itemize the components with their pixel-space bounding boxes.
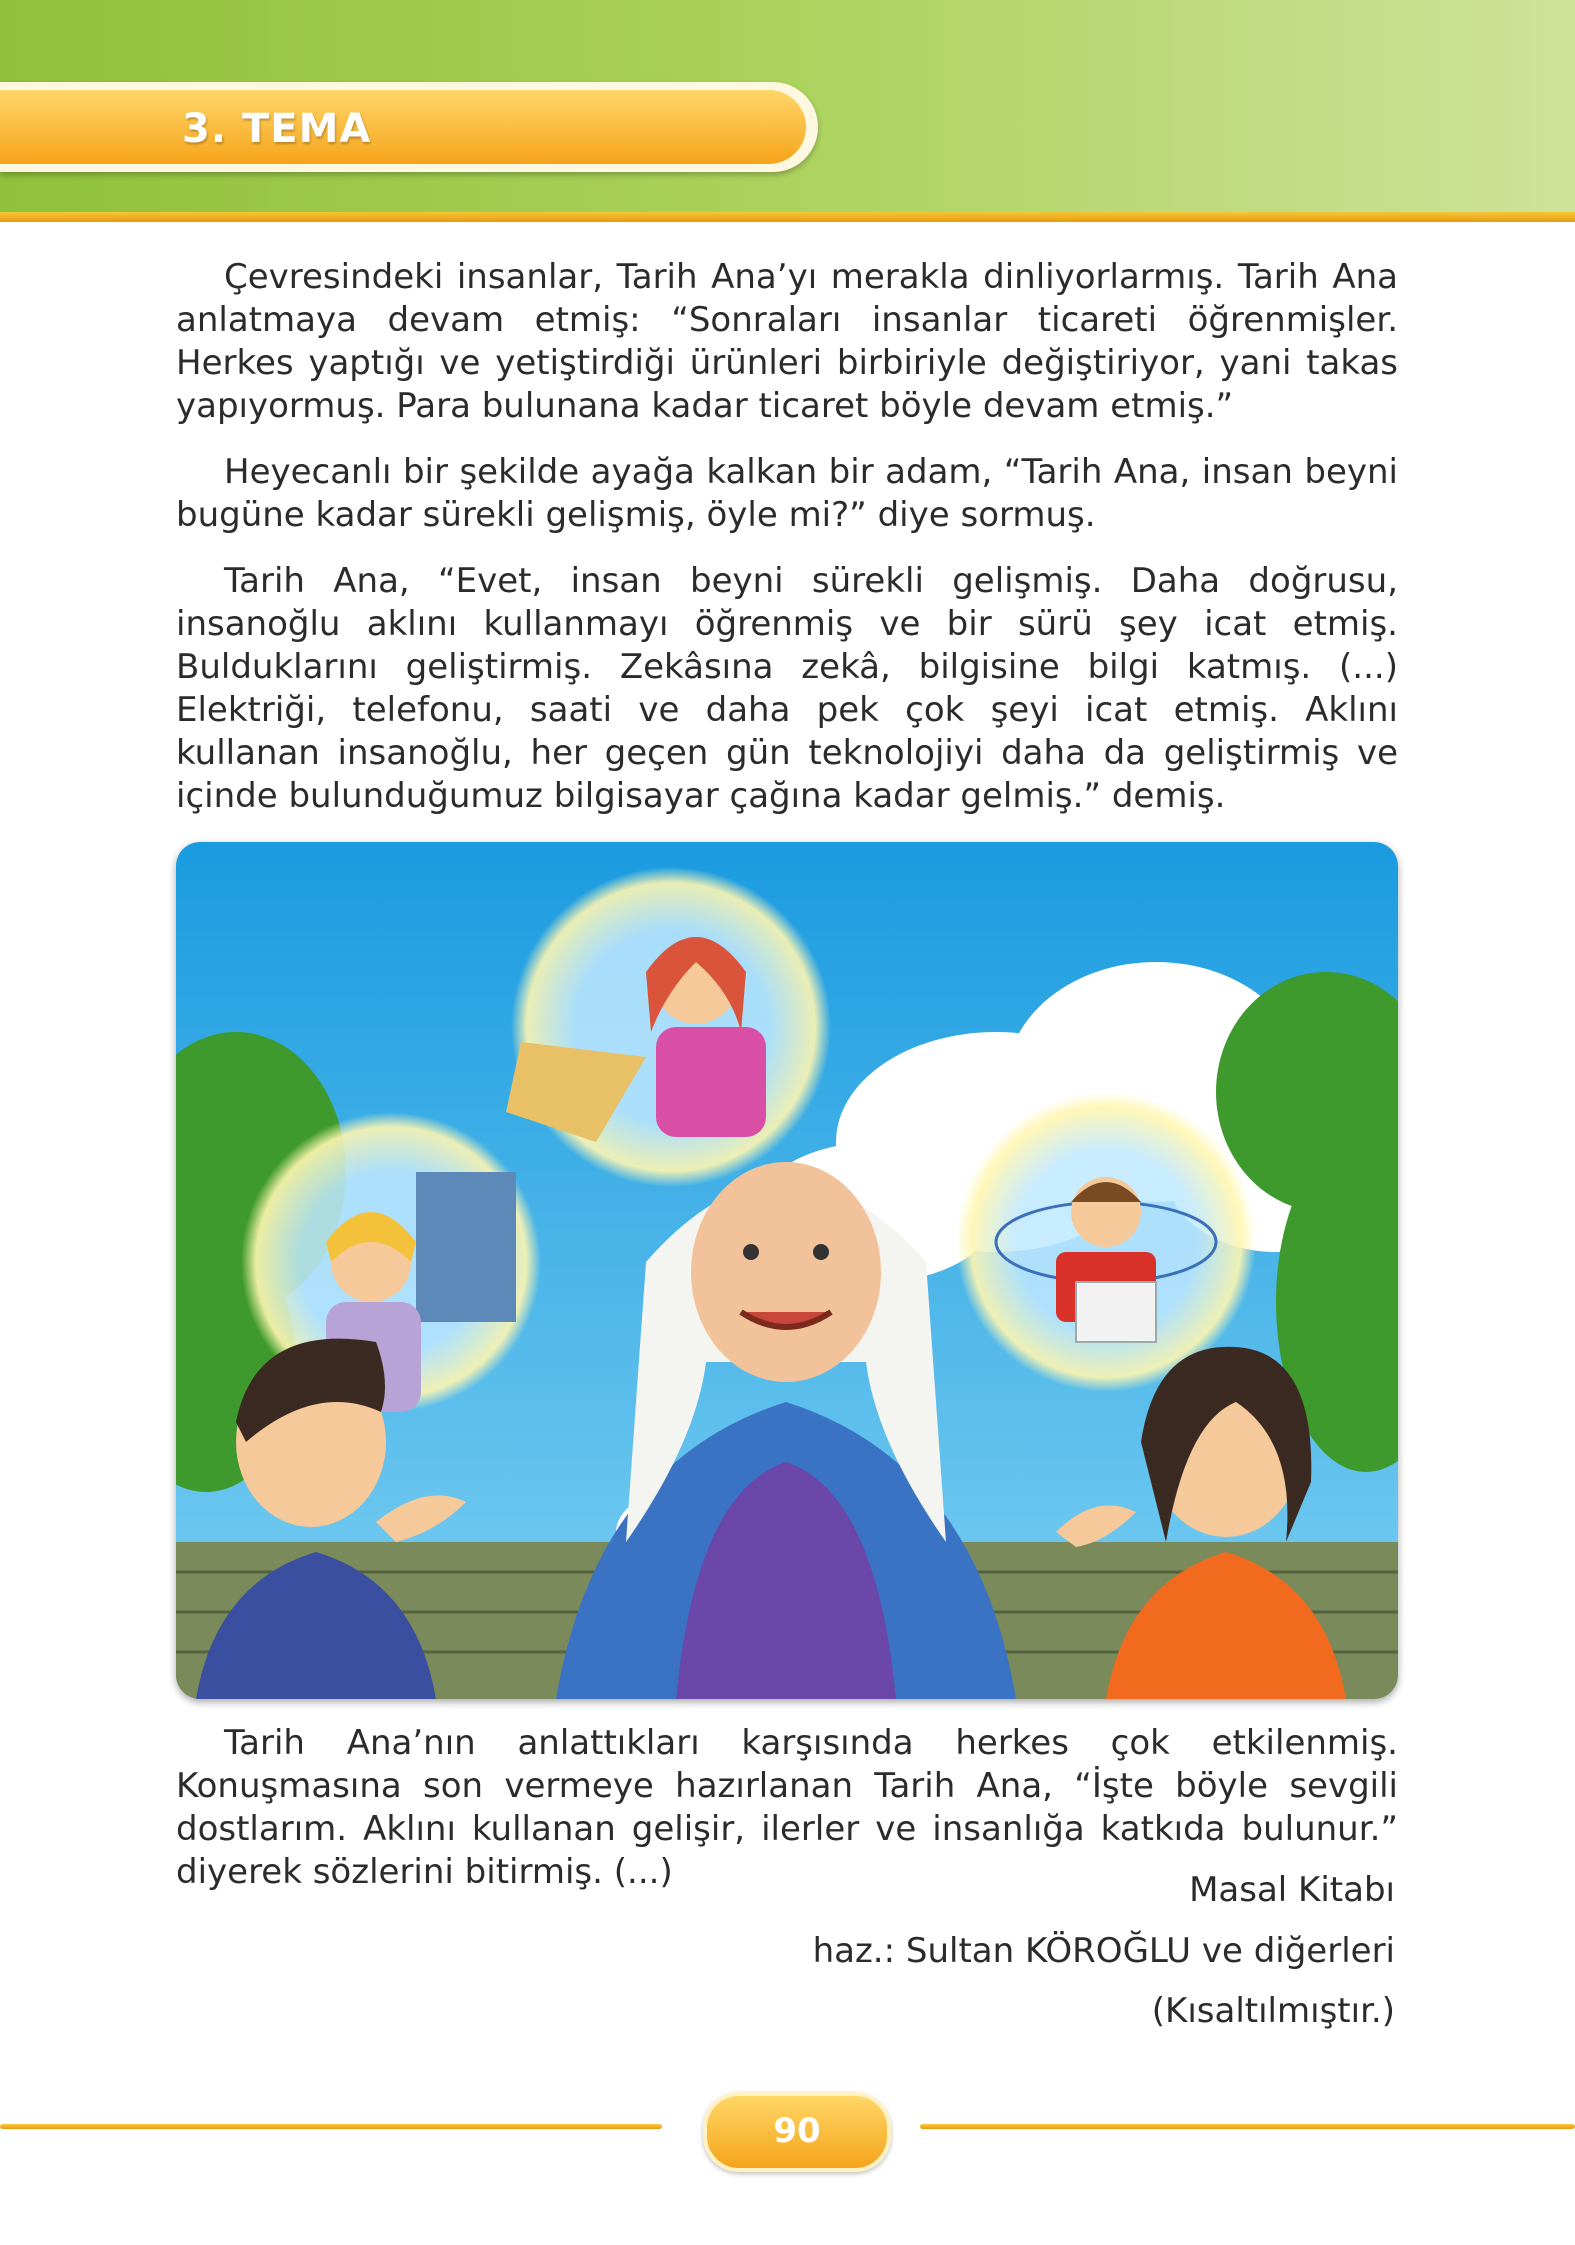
story-paragraph-2: Heyecanlı bir şekilde ayağa kalkan bir adam, “Tarih Ana, insan beyni bugüne kadar sürekli gelişmiş, öyle mi?” diye sormuş. [176,452,1398,535]
footer-line-right [920,2124,1575,2129]
bubble-computer-boy [956,1092,1256,1392]
story-illustration [176,842,1398,1699]
page-number-badge [703,2092,891,2172]
footer-line-left [0,2124,662,2129]
tema-tab-fill [0,90,806,164]
story-paragraph-4: Tarih Ana’nın anlattıkları karşısında herkes çok etkilenmiş. Konuşmasına son vermeye hazırlanan Tarih Ana, “İşte böyle sevgili dostlarım. Aklını kullanan gelişir, ilerler ve insanlığa katkıda bulunur.” diyerek sözlerini bitirmiş. (...) [176,1723,1398,1892]
page-number: 90 [773,2111,821,2151]
illustration-scene [176,842,1398,1699]
source-title: Masal Kitabı [1189,1870,1395,1910]
story-paragraph-3: Tarih Ana, “Evet, insan beyni sürekli gelişmiş. Daha doğrusu, insanoğlu aklını kullanmayı öğrenmiş ve bir sürü şey icat etmiş. Bulduklarını geliştirmiş. Zekâsına zekâ, bilgisine bilgi katmış. (...) Elektriği, telefonu, saati ve daha pek çok şeyi icat etmiş. Aklını kullanan insanoğlu, her geçen gün teknolojiyi daha da geliştirmiş ve içinde bulunduğumuz bilgisayar çağına kadar gelmiş.” demiş. [176,561,1398,816]
story-paragraph-1: Çevresindeki insanlar, Tarih Ana’yı merakla dinliyorlarmış. Tarih Ana anlatmaya devam etmiş: “Sonraları insanlar ticareti öğrenmişler. Herkes yaptığı ve yetiştirdiği ürünleri birbiriyle değiştiriyor, yani takas yapıyormuş. Para bulunana kadar ticaret böyle devam etmiş.” [176,257,1398,426]
source-editor: haz.: Sultan KÖROĞLU ve diğerleri [812,1931,1395,1971]
tema-label: 3. TEMA [182,106,372,152]
abridged-note: (Kısaltılmıştır.) [1151,1991,1395,2031]
